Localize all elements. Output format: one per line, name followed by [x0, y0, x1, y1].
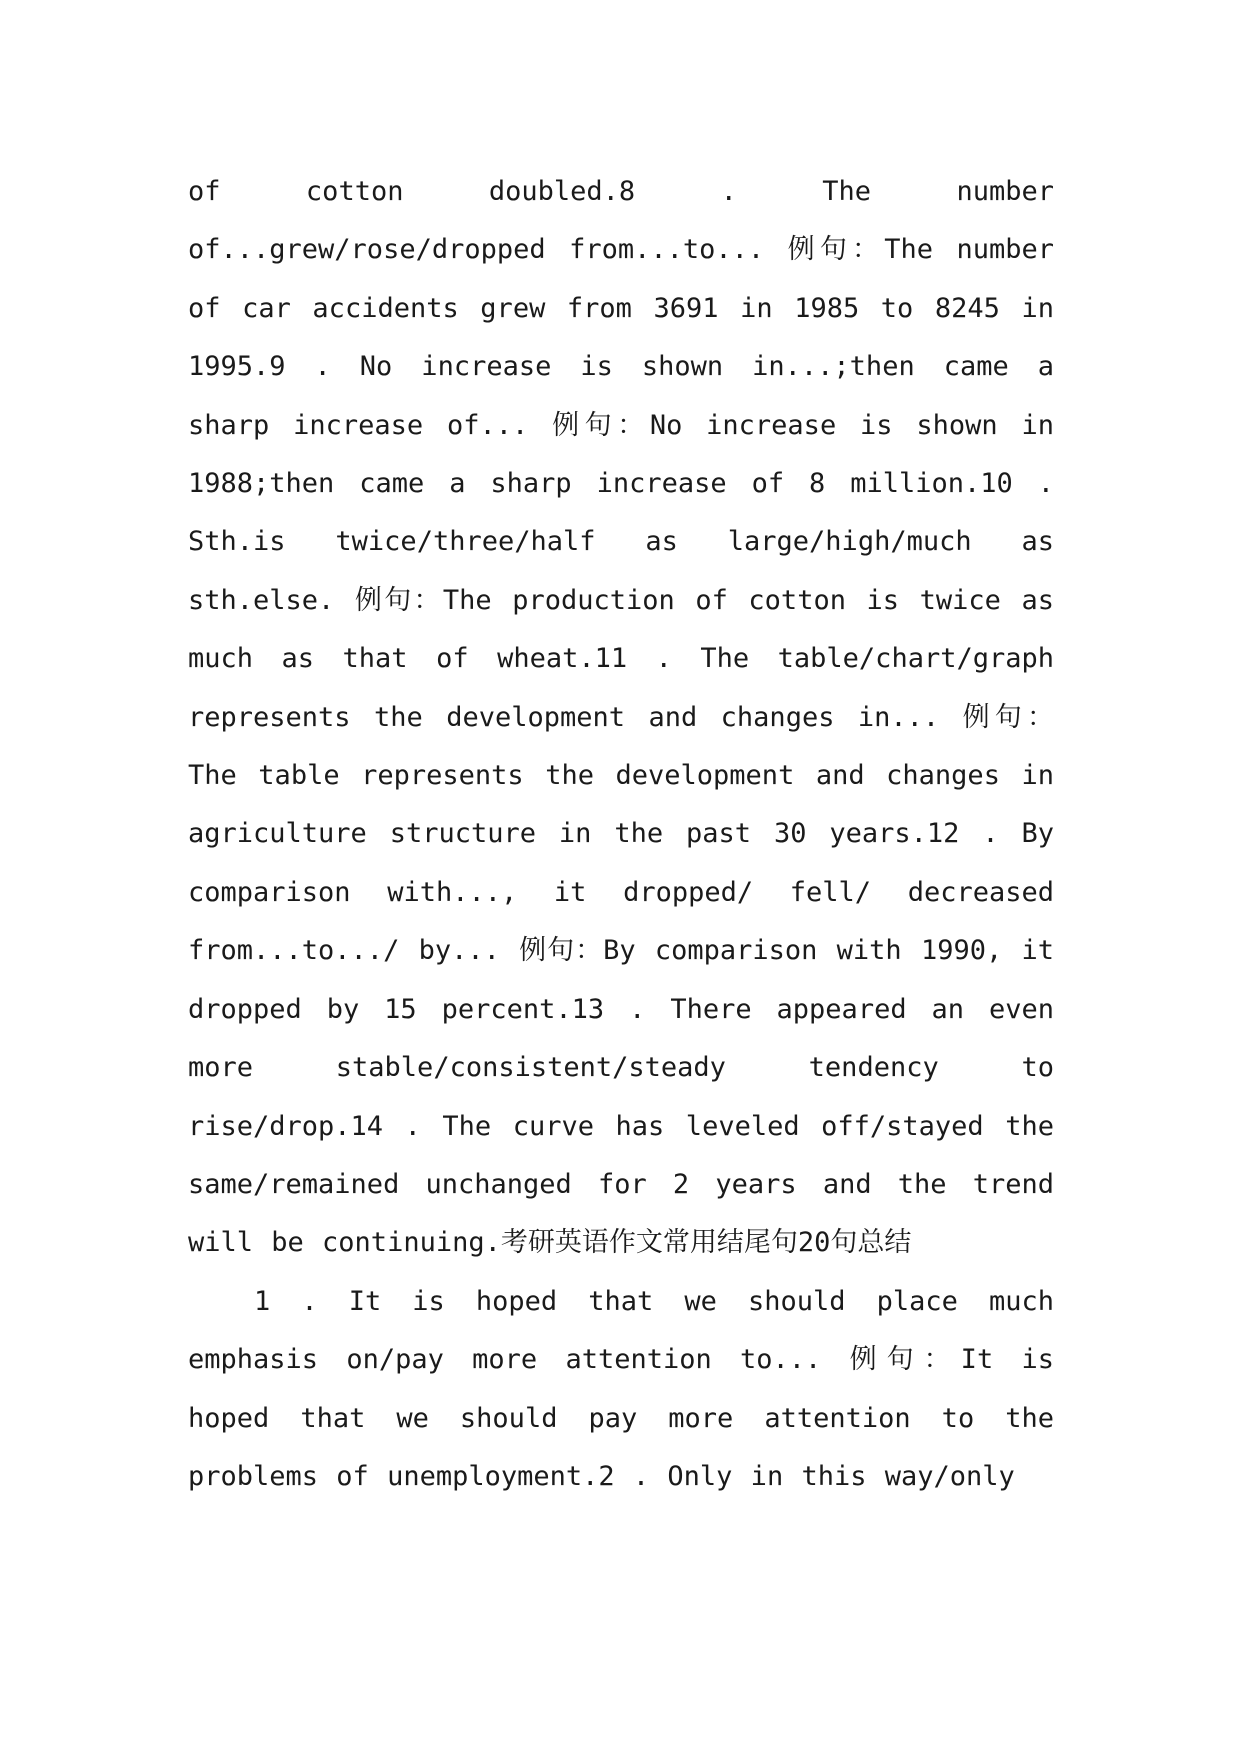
paragraph-closing-sentences: 1 . It is hoped that we should place much emphasis on/pay more attention to... 例句：It is hoped that we should pay more attention to the problems of unemployment.2 . Only in this way/only: [188, 1285, 1054, 1492]
document-body: [188, 163, 1054, 1506]
paragraph-chart-phrases: of cotton doubled.8 . The number of...grew/rose/dropped from...to... 例句：The number of car accidents grew from 3691 in 1985 to 8245 in 1995.9 . No increase is shown in...;then came a sharp increase of... 例句：No increase is shown in 1988;then came a sharp increase of 8 million.10 . Sth.is twice/three/half as large/high/much as sth.else. 例句：The production of cotton is twice as much as that of wheat.11 . The table/chart/graph represents the development and changes in... 例句：The table represents the development and changes in agriculture structure in the past 30 years.12 . By comparison with..., it dropped/ fell/ decreased from...to.../ by... 例句：By comparison with 1990, it dropped by 15 percent.13 . There appeared an even more stable/consistent/steady tendency to rise/drop.14 . The curve has leveled off/stayed the same/remained unchanged for 2 years and the trend will be continuing.考研英语作文常用结尾句20句总结: [188, 176, 1054, 1259]
